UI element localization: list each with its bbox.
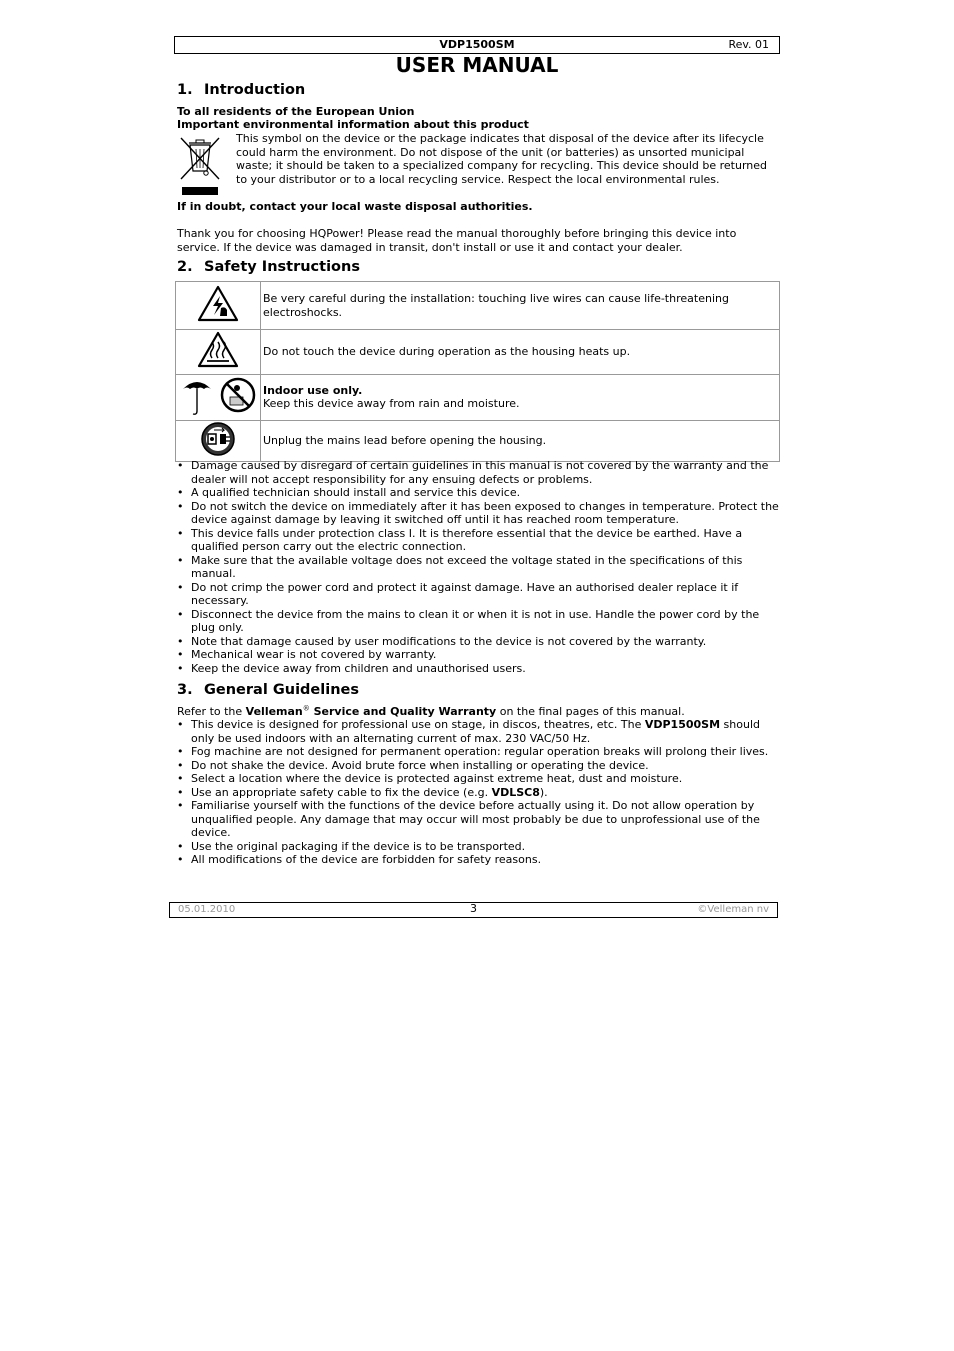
list-item: • Disconnect the device from the mains to clean it or when it is not in use. Handle the power cord by the plug only. bbox=[177, 608, 779, 635]
eu-residents-line: To all residents of the European Union bbox=[177, 105, 415, 118]
safety-icon-cell bbox=[176, 330, 261, 375]
safety-text: Be very careful during the installation: touching live wires can cause life-threatening electroshocks. bbox=[263, 292, 729, 319]
registered-mark: ® bbox=[302, 704, 310, 713]
page-footer bbox=[169, 902, 778, 918]
safety-text: Do not touch the device during operation as the housing heats up. bbox=[263, 345, 631, 358]
header-revision: Rev. 01 bbox=[728, 38, 769, 51]
section-heading-guidelines bbox=[177, 682, 359, 698]
section-title: Safety Instructions bbox=[204, 259, 360, 275]
safety-row bbox=[176, 282, 780, 330]
thanks-paragraph: Thank you for choosing HQPower! Please read the manual thoroughly before bringing this device into service. If the device was damaged in transit, don't install or use it and contact your dealer. bbox=[177, 227, 737, 254]
safety-row bbox=[176, 374, 780, 421]
safety-text-cell bbox=[261, 282, 780, 330]
list-item: • Mechanical wear is not covered by warranty. bbox=[177, 648, 779, 662]
list-item: • Familiarise yourself with the functions of the device before actually using it. Do not allow operation by unqualified people. Any damage that may occur will most probably be due to unprofessional use of the device. bbox=[177, 799, 779, 840]
list-item: • Fog machine are not designed for permanent operation: regular operation breaks will prolong their lives. bbox=[177, 745, 779, 759]
indoor-use-icon bbox=[180, 407, 256, 420]
footer-date: 05.01.2010 bbox=[178, 904, 236, 915]
page-header bbox=[174, 36, 780, 54]
section-number: 2. bbox=[177, 259, 193, 275]
list-item: • Do not shake the device. Avoid brute force when installing or operating the device. bbox=[177, 759, 779, 773]
footer-copyright: ©Velleman nv bbox=[697, 904, 769, 915]
list-item: • Use the original packaging if the device is to be transported. bbox=[177, 840, 779, 854]
safety-table bbox=[175, 281, 780, 462]
brand-name: Velleman bbox=[245, 705, 303, 718]
list-item: • Do not crimp the power cord and protect it against damage. Have an authorised dealer replace it if necessary. bbox=[177, 581, 779, 608]
environment-info-line: Important environmental information about this product bbox=[177, 118, 529, 131]
hot-surface-warning-icon bbox=[196, 360, 240, 373]
section-heading-safety bbox=[177, 259, 360, 275]
section-title: Introduction bbox=[204, 82, 306, 98]
safety-icon-cell bbox=[176, 282, 261, 330]
weee-disposal-text: This symbol on the device or the package indicates that disposal of the device after its lifecycle could harm the environment. Do not dispose of the unit (or batteries) as unsorted municipal waste; it should be taken to a specialized company for recycling. This device should be returned to your distributor or to a local recycling service. Respect the local environmental rules. bbox=[236, 132, 768, 186]
safety-bullet-list bbox=[177, 459, 779, 675]
section-title: General Guidelines bbox=[204, 682, 359, 698]
safety-row bbox=[176, 330, 780, 375]
warranty-title: Service and Quality Warranty bbox=[309, 705, 497, 718]
list-item: • This device falls under protection class I. It is therefore essential that the device be earthed. Have a qualified person carry out the electric connection. bbox=[177, 527, 779, 554]
section-number: 1. bbox=[177, 82, 193, 98]
guidelines-bullet-list bbox=[177, 718, 779, 867]
section-heading-introduction bbox=[177, 82, 305, 98]
safety-text: Unplug the mains lead before opening the housing. bbox=[263, 434, 547, 448]
safety-text: Keep this device away from rain and moisture. bbox=[263, 397, 520, 411]
waste-authorities-line: If in doubt, contact your local waste disposal authorities. bbox=[177, 200, 533, 213]
safety-cable-model: VDLSC8 bbox=[491, 785, 540, 799]
list-item: • Do not switch the device on immediately after it has been exposed to changes in temperature. Protect the device against damage by leaving it switched off until it has reached room temperature. bbox=[177, 500, 779, 527]
list-item: • Damage caused by disregard of certain guidelines in this manual is not covered by the warranty and the dealer will not accept responsibility for any ensuing defects or problems. bbox=[177, 459, 779, 486]
list-item: • Select a location where the device is protected against extreme heat, dust and moisture. bbox=[177, 772, 779, 786]
electric-shock-warning-icon bbox=[196, 314, 240, 327]
list-item: • A qualified technician should install and service this device. bbox=[177, 486, 779, 500]
header-model: VDP1500SM bbox=[439, 38, 515, 51]
list-item: • Make sure that the available voltage does not exceed the voltage stated in the specifications of this manual. bbox=[177, 554, 779, 581]
safety-text-cell bbox=[261, 421, 780, 462]
safety-text-cell bbox=[261, 330, 780, 375]
warranty-reference-line: Refer to the Velleman® Service and Quality Warranty on the final pages of this manual. bbox=[177, 704, 685, 718]
safety-icon-cell bbox=[176, 421, 261, 462]
safety-row bbox=[176, 421, 780, 462]
list-item: • All modifications of the device are forbidden for safety reasons. bbox=[177, 853, 779, 867]
safety-text-cell bbox=[261, 374, 780, 421]
safety-icon-cell bbox=[176, 374, 261, 421]
list-item: • Keep the device away from children and unauthorised users. bbox=[177, 662, 779, 676]
list-item: • This device is designed for professional use on stage, in discos, theatres, etc. The VDP1500SM should only be used indoors with an alternating current of max. 230 VAC/50 Hz. bbox=[177, 718, 779, 745]
document-title: USER MANUAL bbox=[395, 53, 559, 77]
list-item: • Use an appropriate safety cable to fix the device (e.g. VDLSC8). bbox=[177, 786, 779, 800]
crossed-out-bin-icon bbox=[178, 135, 222, 197]
section-number: 3. bbox=[177, 682, 193, 698]
page-number: 3 bbox=[470, 902, 477, 915]
list-item: • Note that damage caused by user modifications to the device is not covered by the warranty. bbox=[177, 635, 779, 649]
indoor-use-label: Indoor use only. bbox=[263, 383, 363, 397]
model-name: VDP1500SM bbox=[644, 718, 721, 731]
